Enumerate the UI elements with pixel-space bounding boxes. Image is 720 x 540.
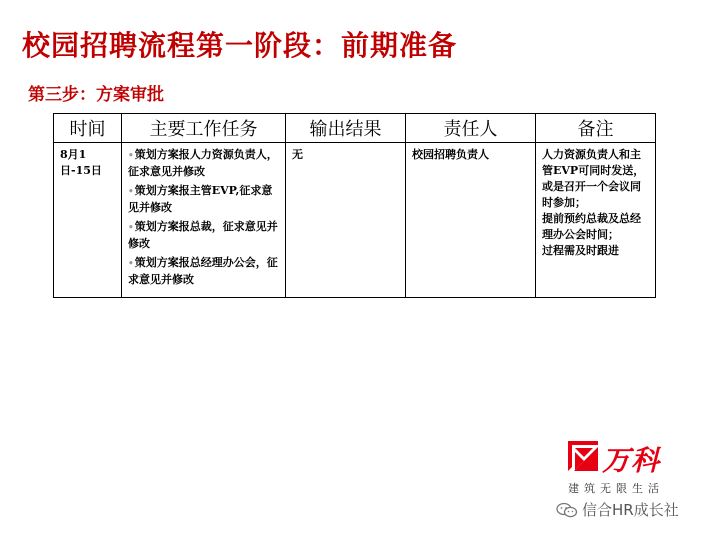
vanke-logo-icon bbox=[566, 439, 600, 473]
task-item bbox=[128, 183, 280, 216]
task-text: 策划方案报人力资源负责人，征求意见并修改 bbox=[128, 148, 278, 178]
table-row bbox=[54, 143, 656, 298]
task-text: 策划方案报总裁，征求意见并修改 bbox=[128, 220, 278, 250]
cell-notes bbox=[536, 143, 656, 298]
header-tasks: 主要工作任务 bbox=[122, 114, 286, 143]
bullet-icon: • bbox=[128, 223, 134, 233]
task-text: 策划方案报总经理办公会，征求意见并修改 bbox=[128, 256, 278, 286]
vanke-logo bbox=[566, 439, 686, 499]
cell-output: 无 bbox=[286, 143, 406, 298]
watermark-text: 信合HR成长社 bbox=[582, 501, 679, 519]
plan-table bbox=[53, 113, 656, 298]
task-text: 策划方案报主管EVP,征求意见并修改 bbox=[128, 184, 273, 214]
note-text: 人力资源负责人和主管EVP可同时发送，或是召开一个会议同时参加； bbox=[542, 148, 645, 209]
note-text: 提前预约总裁及总经理办公会时间； bbox=[542, 212, 641, 241]
cell-time: 8月1日-15日 bbox=[54, 143, 122, 298]
bullet-icon: • bbox=[128, 187, 134, 197]
header-time: 时间 bbox=[54, 114, 122, 143]
logo-slogan: 建筑无限生活 bbox=[568, 482, 664, 495]
wechat-icon bbox=[556, 502, 578, 518]
table-header-row bbox=[54, 114, 656, 143]
bullet-icon: • bbox=[128, 151, 134, 161]
cell-tasks bbox=[122, 143, 286, 298]
header-owner: 责任人 bbox=[406, 114, 536, 143]
bullet-icon: • bbox=[128, 259, 134, 269]
header-output: 输出结果 bbox=[286, 114, 406, 143]
step-subtitle: 第三步：方案审批 bbox=[28, 85, 164, 105]
page-title: 校园招聘流程第一阶段：前期准备 bbox=[22, 29, 458, 62]
cell-owner: 校园招聘负责人 bbox=[406, 143, 536, 298]
logo-name: 万科 bbox=[602, 444, 661, 477]
task-item bbox=[128, 147, 280, 180]
header-notes: 备注 bbox=[536, 114, 656, 143]
watermark bbox=[556, 499, 679, 519]
note-text: 过程需及时跟进 bbox=[542, 244, 619, 257]
task-item bbox=[128, 219, 280, 252]
task-item bbox=[128, 255, 280, 288]
